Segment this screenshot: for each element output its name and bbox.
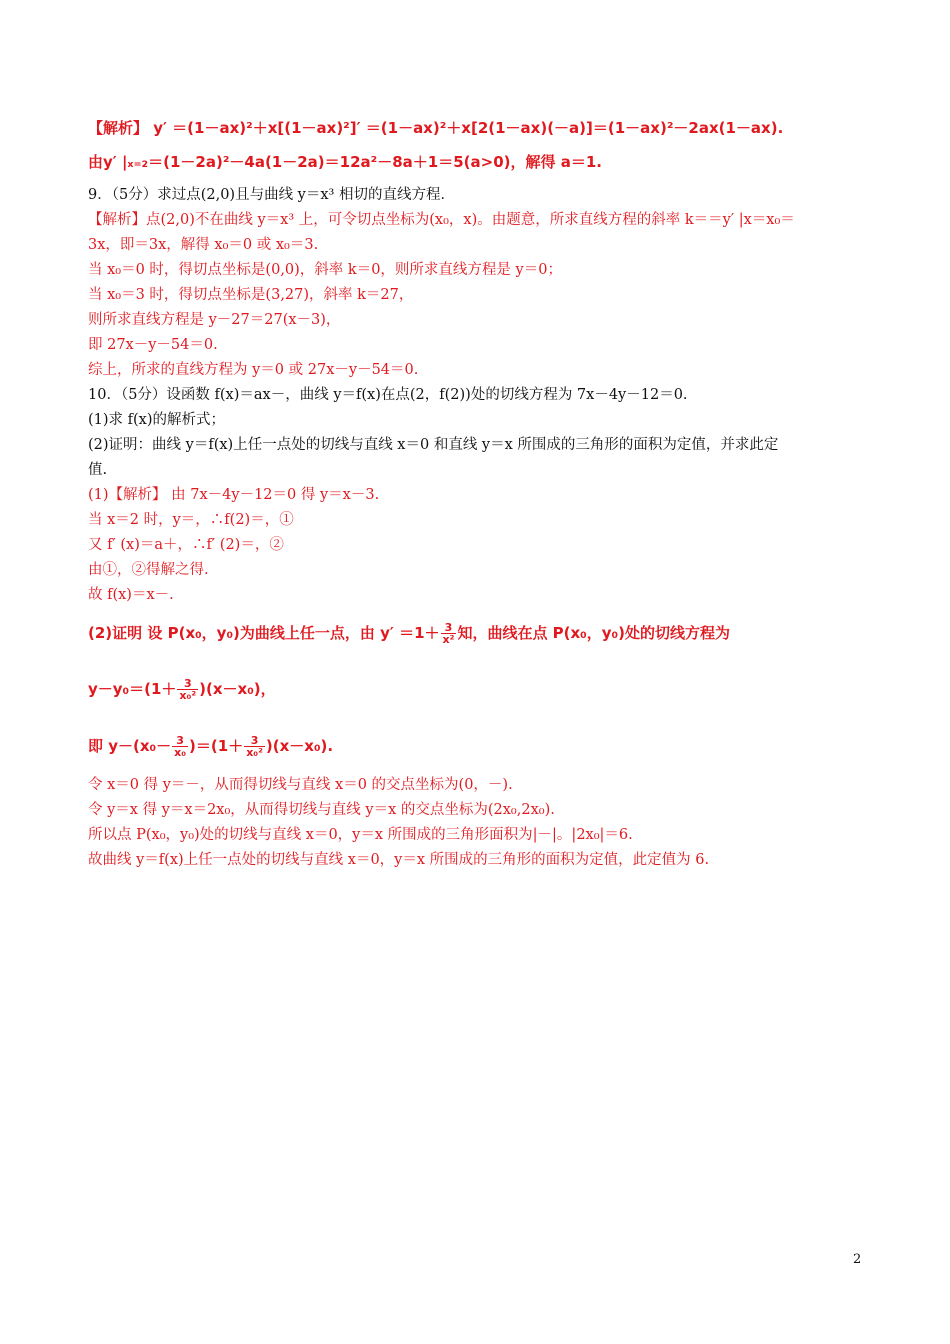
- proof-text: )(x－x₀).: [265, 737, 334, 755]
- text-line: 令 y＝x 得 y＝x＝2x₀，从而得切线与直线 y＝x 的交点坐标为(2x₀,2x₀).: [88, 802, 555, 818]
- text-line: 由①，②得解之得.: [88, 562, 209, 578]
- text-line: 当 x＝2 时，y＝，∴f(2)＝，①: [88, 512, 294, 528]
- proof-text: )(x－x₀)，: [199, 680, 276, 698]
- proof-text: )＝(1＋: [189, 737, 244, 755]
- text-line: 当 x₀＝3 时，得切点坐标是(3,27)，斜率 k＝27，: [88, 287, 414, 303]
- text-line: 故 f(x)＝x－.: [88, 587, 174, 603]
- text-line: 则所求直线方程是 y－27＝27(x－3)，: [88, 312, 341, 328]
- text-line: (1)【解析】 由 7x－4y－12＝0 得 y＝x－3.: [88, 487, 380, 503]
- text-line: 由y′ |ₓ₌₂＝(1－2a)²－4a(1－2a)＝12a²－8a＋1＝5(a>0)，解得 a＝1.: [88, 153, 602, 171]
- text-line: 9．（5分）求过点(2,0)且与曲线 y＝x³ 相切的直线方程．: [88, 187, 455, 203]
- text-line: 令 x＝0 得 y＝－，从而得切线与直线 x＝0 的交点坐标为(0，－).: [88, 777, 513, 793]
- proof-line-3: [88, 735, 333, 758]
- text-line: 【解析】点(2,0)不在曲线 y＝x³ 上，可令切点坐标为(x₀，x)。由题意，所求直线方程的斜率 k＝＝y′ |x＝x₀＝: [88, 212, 795, 228]
- fraction: $\frac{3}{\text{x²}}$: [442, 621, 455, 646]
- text-line: 即 27x－y－54＝0.: [88, 337, 218, 353]
- fraction: $\frac{3}{\text{x₀²}}$: [246, 734, 263, 759]
- fraction: $\frac{3}{\text{x₀²}}$: [179, 677, 197, 702]
- page-number: 2: [853, 1252, 862, 1267]
- text-line: 【解析】 y′ ＝(1－ax)²＋x[(1－ax)²]′ ＝(1－ax)²＋x[2(1－ax)(－a)]＝(1－ax)²－2ax(1－ax).: [88, 119, 784, 137]
- proof-text: 知，曲线在点 P(x₀，y₀)处的切线方程为: [457, 624, 730, 642]
- text-line: 3x，即＝3x，解得 x₀＝0 或 x₀＝3.: [88, 237, 319, 253]
- proof-line-2: [88, 678, 276, 701]
- text-line: 值.: [88, 462, 108, 478]
- proof-line-1: [88, 622, 730, 645]
- text-line: (2)证明：曲线 y＝f(x)上任一点处的切线与直线 x＝0 和直线 y＝x 所围成的三角形的面积为定值，并求此定: [88, 437, 779, 453]
- text-line: 所以点 P(x₀，y₀)处的切线与直线 x＝0，y＝x 所围成的三角形面积为|－|。|2x₀|＝6.: [88, 827, 633, 843]
- text-line: 又 f′ (x)＝a＋，∴f′ (2)＝，②: [88, 537, 284, 553]
- proof-text: (2)证明 设 P(x₀，y₀)为曲线上任一点，由 y′ ＝1＋: [88, 624, 440, 642]
- text-line: 综上，所求的直线方程为 y＝0 或 27x－y－54＝0.: [88, 362, 419, 378]
- fraction: $\frac{3}{\text{x₀}}$: [174, 734, 187, 759]
- text-line: 10．（5分）设函数 f(x)＝ax－，曲线 y＝f(x)在点(2，f(2))处的切线方程为 7x－4y－12＝0.: [88, 387, 688, 403]
- text-line: (1)求 f(x)的解析式；: [88, 412, 226, 428]
- proof-text: y－y₀＝(1＋: [88, 680, 177, 698]
- proof-text: 即 y－(x₀－: [88, 737, 172, 755]
- text-line: 当 x₀＝0 时，得切点坐标是(0,0)，斜率 k＝0，则所求直线方程是 y＝0；: [88, 262, 562, 278]
- text-line: 故曲线 y＝f(x)上任一点处的切线与直线 x＝0，y＝x 所围成的三角形的面积为定值，此定值为 6.: [88, 852, 710, 868]
